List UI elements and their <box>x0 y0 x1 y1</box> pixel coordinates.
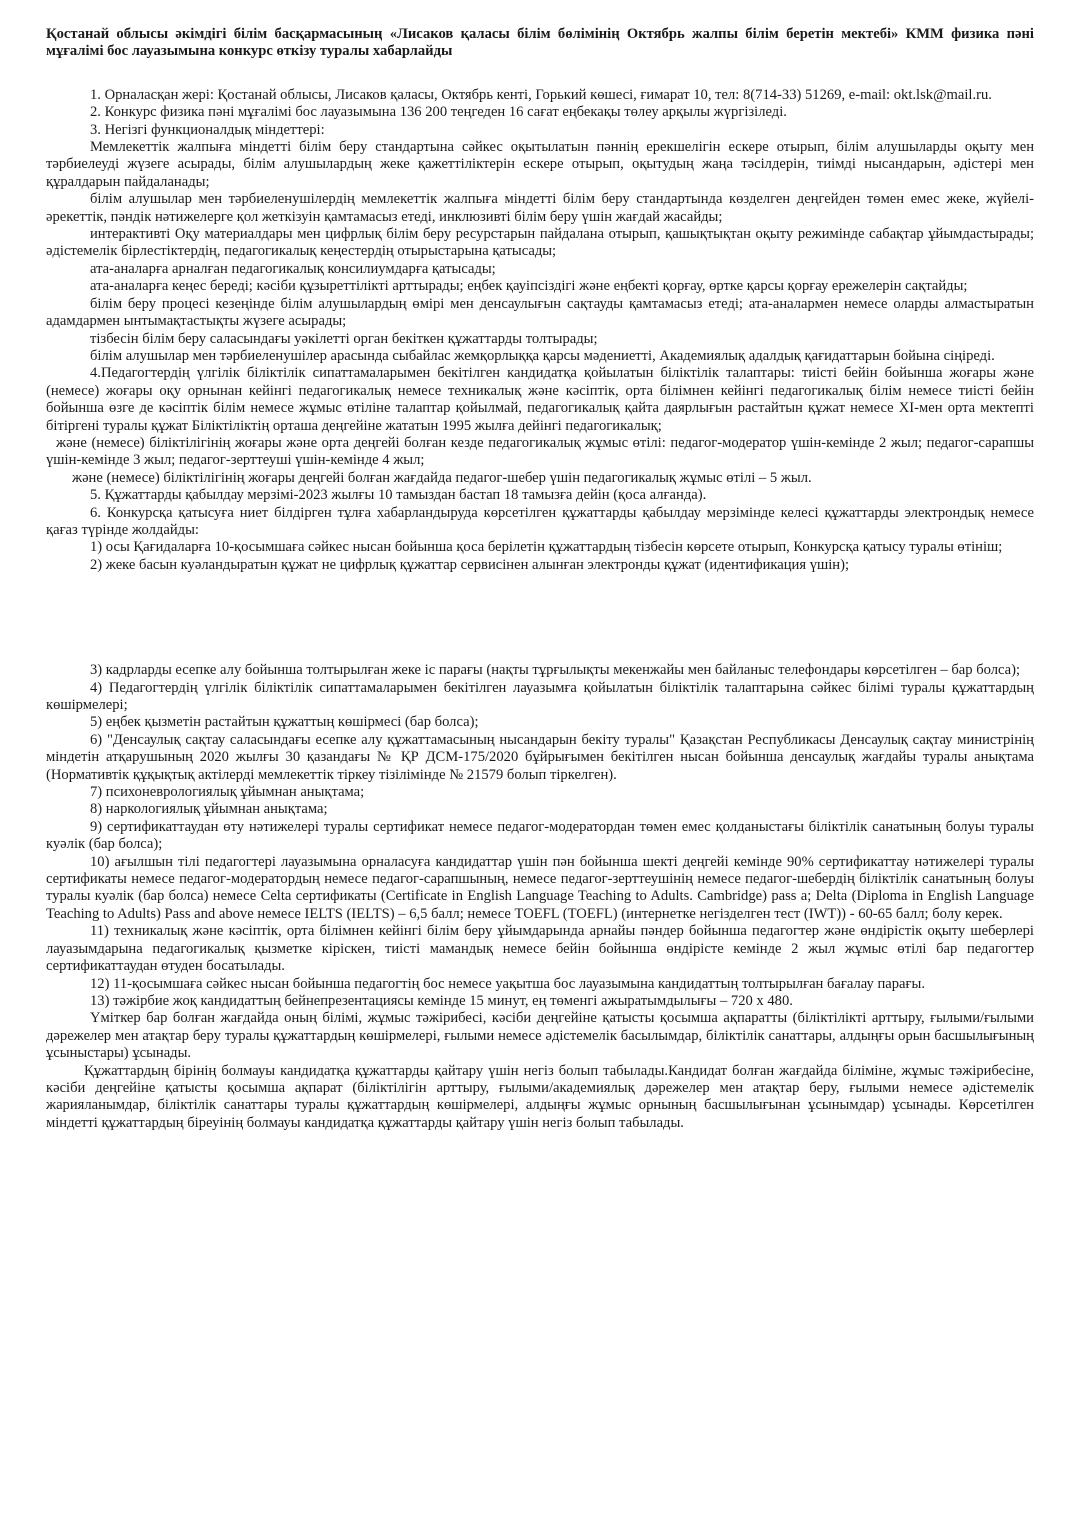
document-item: 13) тәжірбие жоқ кандидаттың бейнепрезентациясы кемінде 15 минут, ең төменгі ажыратымдылығы – 720 x 480. <box>90 992 793 1009</box>
paragraph-duty: тізбесін білім беру саласындағы уәкілетті орган бекіткен құжаттарды толтырады; <box>90 330 598 347</box>
document-item: 1) осы Қағидаларға 10-қосымшаға сәйкес нысан бойынша қоса берілетін құжаттардың тізбесін көрсете отырып, Конкурсқа қатысу туралы өтініш; <box>90 539 1003 556</box>
document-item: 7) психоневрологиялық ұйымнан анықтама; <box>90 784 365 801</box>
announcement-body-part2 <box>46 662 1034 1132</box>
paragraph-duty: білім алушылар мен тәрбиеленушілердің мемлекеттік жалпыға міндетті білім беру стандартында көзделген деңгейден төмен емес жеке, жүйелі-әрекеттік, пәндік нәтижелерге қол жеткізуін қамтамасыз етеді, инклюзивті білім беру үшін жағдай жасайды; <box>46 191 1034 225</box>
paragraph-closing: Құжаттардың бірінің болмауы кандидатқа құжаттарды қайтару үшін негіз болып табылады.Кандидат болған жағдайда біліміне, жұмыс тәжірибесіне, кәсіби деңгейіне қатысты қосымша ақпарат (біліктілігін арттыру, ғылыми/академиялық дәрежелер мен атақтар беру, ғылыми немесе әдістемелік жарияланымдар, біліктілік санаттары туралы құжаттардың көшірмелері, алдыңғы жұмыс орнының басшылығынан ұсынымдар) ұсынады. Көрсетілген міндетті құжаттардың біреуінің болмауы кандидатқа құжаттарды қайтару үшін негіз болып табылады. <box>46 1062 1034 1131</box>
paragraph-deadline: 5. Құжаттарды қабылдау мерзімі-2023 жылғы 10 тамыздан бастап 18 тамызға дейін (қоса алғанда). <box>90 487 707 504</box>
page-break-gap <box>46 574 1034 662</box>
paragraph-additional-info: Үміткер бар болған жағдайда оның білімі, жұмыс тәжірибесі, кәсіби деңгейіне қатысты қосымша ақпаратты (біліктілікті арттыру, ғылыми/ғылыми дәрежелер мен атақтар беру туралы құжаттардың көшірмелері, ғылыми немесе әдістемелік басылымдар, біліктілік санаттары, алдыңғы орын басшылығының ұсыныстары) ұсынады. <box>46 1010 1034 1062</box>
paragraph-duty: интерактивті Оқу материалдары мен цифрлық білім беру ресурстарын пайдалана отырып, қашықтықтан оқыту режимінде сабақтар ұйымдастырады; әдістемелік бірлестіктердің, педагогикалық кеңестердің отырыстарына қатысады; <box>46 226 1034 260</box>
paragraph-requirements: 4.Педагогтердің үлгілік біліктілік сипаттамаларымен бекітілген кандидатқа қойылатын біліктілік талаптары: тиісті бейін бойынша жоғары және (немесе) жоғары оқу орнынан кейінгі педагогикалық немесе техникалық және кәсіптік, орта білімнен кейінгі педагогикалық білім немесе тиісті бейін бойынша өзге де кәсіптік білім немесе жұмыс өтіліне талаптар қойылмай, педагогикалық қайта даярлығын растайтын құжат немесе ХІ-мен орта мектепті бітіргені туралы құжат Біліктіліктің орташа деңгейіне жататын 1995 жылға дейінгі педагогикалық; <box>46 365 1034 434</box>
paragraph-duty: ата-аналарға кеңес береді; кәсіби құзыреттілікті арттырады; еңбек қауіпсіздігі және еңбекті қорғау, өртке қарсы қорғау ережелерін сақтайды; <box>90 278 968 295</box>
document-item: 11) техникалық және кәсіптік, орта білімнен кейінгі білім беру ұйымдарында арнайы пәндер бойынша педагогтер және өндірістік оқыту шеберлері лауазымдарына педагогикалық қызметке кіріскен, тиісті мамандық немесе бейін бойынша өндірісте кемінде 2 жыл жұмыс өтілі бар педагогтер сертификаттаудан өтуден босатылады. <box>46 923 1034 975</box>
document-item: 6) "Денсаулық сақтау саласындағы есепке алу құжаттамасының нысандарын бекіту туралы" Қазақстан Республикасы Денсаулық сақтау министрінің міндетін атқарушының 2020 жылғы 30 қазандағы № ҚР ДСМ-175/2020 бұйрығымен бекітілген нысан бойынша денсаулық жағдайы туралы анықтама (Нормативтік құқықтық актілерді мемлекеттік тіркеу тізілімінде № 21579 болып тіркелген). <box>46 731 1034 783</box>
document-item: 10) ағылшын тілі педагогтері лауазымына орналасуға кандидаттар үшін пән бойынша шекті деңгейі кемінде 90% сертификаттау нәтижелері туралы сертификаты немесе педагог-модератордың немесе педагог-сарапшының, немесе педагог-зерттеушінің немесе педагог-шебердің біліктілік санатының болуы туралы куәлік (бар болса) немесе Celta сертификаты (Certificate in English Language Teaching to Adults. Cambridge) pass a; Delta (Diploma in English Language Teaching to Adults) Pass and above немесе IELTS (IELTS) – 6,5 балл; немесе TOEFL (TOEFL) (интернетке негізделген тест (IWT)) - 60-65 балл; болу керек. <box>46 853 1034 922</box>
document-item: 9) сертификаттаудан өту нәтижелері туралы сертификат немесе педагог-модератордан төмен емес қолданыстағы біліктілік санатының болуы туралы куәлік (бар болса); <box>46 818 1034 853</box>
paragraph-duty: білім алушылар мен тәрбиеленушілер арасында сыбайлас жемқорлыққа қарсы мәдениетті, Академиялық адалдық қағидаттарын бойына сіңіреді. <box>90 347 995 364</box>
paragraph-duty: Мемлекеттік жалпыға міндетті білім беру стандартына сәйкес оқытылатын пәннің ерекшелігін ескере отырып, білім алушыларды оқыту мен тәрбиелеуді жүзеге асырады, білім алушылардың жеке қажеттіліктерін ескере отырып, оқытудың жаңа тәсілдерін, тиімді нысандарын, әдістері мен құралдарын пайдаланады; <box>46 139 1034 190</box>
document-item: 2) жеке басын куәландыратын құжат не цифрлық құжаттар сервисінен алынған электронды құжат (идентификация үшін); <box>90 556 850 573</box>
document-item: 3) кадрларды есепке алу бойынша толтырылған жеке іс парағы (нақты тұрғылықты мекенжайы мен байланыс телефондары көрсетілген – бар болса); <box>90 662 1021 679</box>
announcement-title: Қостанай облысы әкімдігі білім басқармасының «Лисаков қаласы білім бөлімінің Октябрь жалпы білім беретін мектебі» КММ физика пәні мұғалімі бос лауазымына конкурс өткізу туралы хабарлайды <box>46 26 1034 60</box>
paragraph-duty: білім беру процесі кезеңінде білім алушылардың өмірі мен денсаулығын сақтауды қамтамасыз етеді; ата-аналармен немесе оларды алмастыратын адамдармен ынтымақтастықты жүзеге асырады; <box>46 295 1034 330</box>
document-item: 5) еңбек қызметін растайтын құжаттың көшірмесі (бар болса); <box>90 714 479 731</box>
paragraph-duties-heading: 3. Негізгі функционалдық міндеттері: <box>90 121 325 138</box>
paragraph-experience-master: және (немесе) біліктілігінің жоғары деңгейі болған жағдайда педагог-шебер үшін педагогикалық жұмыс өтілі – 5 жыл. <box>72 469 812 486</box>
document-item: 8) наркологиялық ұйымнан анықтама; <box>90 801 328 818</box>
document-item: 4) Педагогтердің үлгілік біліктілік сипаттамаларымен бекітілген лауазымға қойылатын біліктілік талаптарына сәйкес білімі туралы құжаттардың көшірмелері; <box>46 679 1034 713</box>
paragraph-experience: және (немесе) біліктілігінің жоғары және орта деңгейі болған кезде педагогикалық жұмыс өтілі: педагог-модератор үшін-кемінде 2 жыл; педагог-сарапшы үшін-кемінде 3 жыл; педагог-зерттеуші үшін-кемінде 4 жыл; <box>46 434 1034 469</box>
paragraph-location: 1. Орналасқан жері: Қостанай облысы, Лисаков қаласы, Октябрь кенті, Горький көшесі, ғимарат 10, тел: 8(714-33) 51269, e-mail: okt.lsk@mail.ru. <box>90 86 992 103</box>
paragraph-salary: 2. Конкурс физика пәні мұғалімі бос лауазымына 136 200 теңгеден 16 сағат еңбекақы төлеу арқылы жүргізіледі. <box>90 104 787 121</box>
document-item: 12) 11-қосымшаға сәйкес нысан бойынша педагогтің бос немесе уақытша бос лауазымына кандидаттың толтырылған бағалау парағы. <box>90 975 925 992</box>
paragraph-duty: ата-аналарға арналған педагогикалық консилиумдарға қатысады; <box>90 260 496 277</box>
paragraph-documents-intro: 6. Конкурсқа қатысуға ниет білдірген тұлға хабарландыруда көрсетілген құжаттарды қабылдау мерзімінде келесі құжаттарды электрондық немесе қағаз түрінде жолдайды: <box>46 504 1034 538</box>
announcement-body-part1 <box>46 87 1034 574</box>
